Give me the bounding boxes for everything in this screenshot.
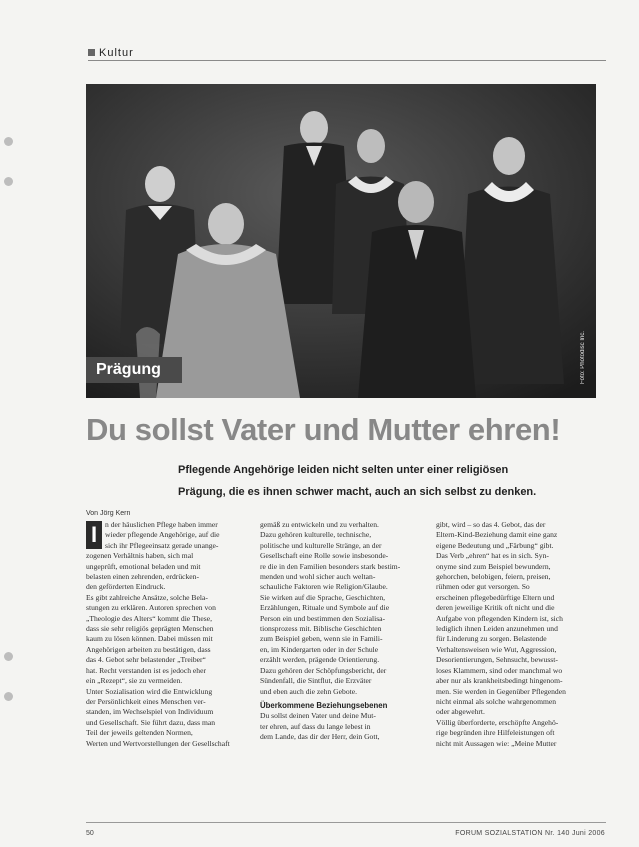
text-line: rige begründen ihre Hilfeleistungen oft — [436, 728, 555, 738]
text-line: der Persönlichkeit eines Menschen ver- — [86, 696, 206, 706]
text-line: Desorientierungen, Sehnsucht, bewusst- — [436, 655, 558, 665]
text-line: en, im Kindergarten oder in der Schule — [260, 644, 379, 654]
subheading: Überkommene Beziehungsebenen — [260, 700, 388, 710]
drop-cap: I — [86, 521, 102, 549]
text-line: Unter Sozialisation wird die Entwicklung — [86, 686, 213, 696]
footer-rule — [86, 822, 606, 823]
page-number: 50 — [86, 830, 94, 837]
text-line: erzählt werden, prägende Orientierung. — [260, 655, 380, 665]
deck-line: Prägung, die es ihnen schwer macht, auch an sich selbst zu denken. — [178, 486, 537, 498]
text-line: Erzählungen, Rituale und Symbole auf die — [260, 603, 390, 613]
text-line: dem Lande, das dir der Herr, dein Gott, — [260, 732, 380, 742]
binding-hole — [4, 652, 13, 661]
text-line: schauliche Faktoren wie Religion/Glaube. — [260, 582, 388, 592]
text-line: nicht mit Aussagen wie: „Meine Mutter — [436, 738, 557, 748]
text-line: ter ehren, auf dass du lange lebest in — [260, 721, 371, 731]
deck — [178, 459, 618, 503]
text-line: den geförderten Eindruck. — [86, 582, 166, 592]
text-line: ein „Rezept“, sie zu vermeiden. — [86, 676, 183, 686]
text-line: Werten und Wertvorstellungen der Gesellschaft — [86, 738, 230, 748]
text-line: erscheinen pflegebedürftige Eltern und — [436, 592, 555, 602]
text-line: Das Verb „ehren“ hat es in sich. Syn- — [436, 551, 549, 561]
text-line: Dazu gehören kulturelle, technische, — [260, 530, 372, 540]
section-label — [88, 47, 134, 59]
headline: Du sollst Vater und Mutter ehren! — [86, 412, 561, 447]
section-name: Kultur — [99, 47, 134, 59]
article-column-1 — [86, 520, 252, 749]
photo-credit: Foto: Photodisc Inc. — [580, 330, 586, 384]
text-line: das 4. Gebot sehr belastender „Treiber“ — [86, 655, 206, 665]
section-marker-icon — [88, 49, 95, 56]
byline: Von Jörg Kern — [86, 510, 131, 517]
text-line: zogenen Verhältnis haben, sich mal — [86, 551, 194, 561]
article-column-2 — [260, 520, 426, 743]
text-line: Person ein und bestimmen den Sozialisa- — [260, 613, 386, 623]
text-line: re die in den Familien besonders stark bestim- — [260, 561, 401, 571]
text-line: n der häuslichen Pflege haben immer — [105, 520, 218, 529]
text-line: loses Klammern, sind oder manchmal wo — [436, 665, 563, 675]
text-line: Sündenfall, die Sintflut, die Erzväter — [260, 676, 372, 686]
text-line: gemäß zu entwickeln und zu verhalten. — [260, 520, 379, 529]
text-line: onyme sind zum Beispiel bewundern, — [436, 561, 551, 571]
text-line: Es gibt zahlreiche Ansätze, solche Bela- — [86, 592, 208, 602]
text-line: Du sollst deinen Vater und deine Mut- — [260, 711, 376, 721]
text-line: gehorchen, belobigen, feiern, preisen, — [436, 572, 551, 582]
text-line: deren jeweilige Kritik oft nicht und die — [436, 603, 555, 613]
column-text — [260, 711, 426, 742]
text-line: Aufgabe von pflegenden Kindern ist, sich — [436, 613, 563, 623]
text-line: politische und kulturelle Stränge, an der — [260, 540, 382, 550]
text-line: und eben auch die zehn Gebote. — [260, 686, 357, 696]
text-line: Teil der jeweils geltenden Normen, — [86, 728, 193, 738]
text-line: für Linderung zu sorgen. Belastende — [436, 634, 547, 644]
text-line: stungen zu erklären. Autoren sprechen von — [86, 603, 216, 613]
text-line: ungeprüft, emotional beladen und mit — [86, 561, 201, 571]
text-line: Eltern-Kind-Beziehung damit eine ganz — [436, 530, 558, 540]
text-line: Gesellschaft eine Rolle sowie insbesonde- — [260, 551, 389, 561]
text-line: nicht einmal als solche wahrgenommen — [436, 696, 557, 706]
column-text — [260, 520, 426, 697]
column-text — [436, 520, 602, 749]
family-photo — [86, 84, 596, 398]
text-line: belasten einen zehrenden, erdrücken- — [86, 572, 200, 582]
text-line: tionsprozess mit. Biblische Geschichten — [260, 624, 382, 634]
text-line: eigene Bedeutung und „Färbung“ gibt. — [436, 540, 554, 550]
text-line: zum Beispiel geben, wenn sie in Famili- — [260, 634, 383, 644]
text-line: lediglich ihnen Leiden anzunehmen und — [436, 624, 558, 634]
article-column-3 — [436, 520, 602, 749]
text-line: aber nur als krankheitsbedingt hingenom- — [436, 676, 563, 686]
text-line: Sie wirken auf die Sprache, Geschichten, — [260, 592, 386, 602]
text-line: Verhaltensweisen wie Wut, Aggression, — [436, 644, 557, 654]
text-line: wieder pflegende Angehörige, auf die — [105, 530, 220, 540]
text-line: dass sie sehr religiös geprägten Menschen — [86, 624, 214, 634]
text-line: oder abgewehrt. — [436, 707, 485, 717]
text-line: „Theologie des Alters“ kommt die These, — [86, 613, 212, 623]
text-line: men. Sie werden in Gegenüber Pflegenden — [436, 686, 566, 696]
column-text — [86, 520, 252, 749]
text-line: rühmen oder gut versorgen. So — [436, 582, 530, 592]
binding-hole — [4, 177, 13, 186]
header-rule — [88, 60, 606, 61]
family-portrait-image — [86, 84, 596, 398]
topic-tag: Prägung — [86, 357, 182, 383]
text-line: hat. Recht verstanden ist es jedoch eher — [86, 665, 206, 675]
text-line: kaum zu lösen können. Dabei müssen mit — [86, 634, 213, 644]
binding-hole — [4, 137, 13, 146]
text-line: menden und wohl sicher auch weltan- — [260, 572, 376, 582]
text-line: gibt, wird – so das 4. Gebot, das der — [436, 520, 546, 529]
text-line: standen, im Wechselspiel von Individuum — [86, 707, 214, 717]
text-line: Angehörigen arbeiten zu bestätigen, dass — [86, 644, 211, 654]
text-line: und Gesellschaft. Sie führt dazu, dass man — [86, 717, 216, 727]
text-line: sich ihr Pflegeeinsatz gerade unange- — [105, 540, 219, 550]
binding-hole — [4, 692, 13, 701]
footer-source: FORUM SOZIALSTATION Nr. 140 Juni 2006 — [455, 830, 605, 837]
text-line: Dazu gehören der Schöpfungsbericht, der — [260, 665, 387, 675]
deck-line: Pflegende Angehörige leiden nicht selten unter einer religiösen — [178, 464, 509, 476]
text-line: Völlig überforderte, erschöpfte Angehö- — [436, 717, 559, 727]
